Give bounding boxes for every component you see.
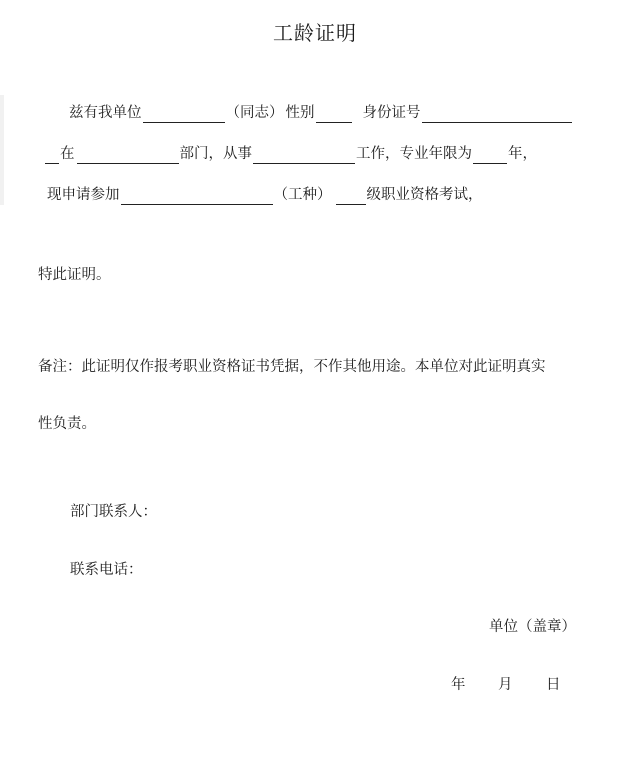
level-blank: [336, 189, 366, 205]
note-line-2: 性负责。: [38, 416, 96, 432]
scan-edge-mark: [0, 95, 4, 205]
at-text: 在: [60, 146, 75, 162]
date-month-label: 月: [498, 677, 513, 693]
date-year-label: 年: [451, 677, 466, 693]
work-text: 工作，专业年限为: [356, 146, 472, 162]
department-blank: [77, 148, 179, 164]
page-title: 工龄证明: [273, 21, 357, 45]
contact-phone-label: 联系电话：: [70, 562, 143, 578]
department-text: 部门，从事: [179, 146, 252, 162]
line-exam: [47, 185, 483, 205]
applying-text: 现申请参加: [47, 187, 120, 203]
id-number-blank: [422, 107, 572, 123]
contact-person-label: 部门联系人：: [70, 504, 157, 520]
comrade-text: （同志）: [225, 105, 284, 121]
hereby-certify: 特此证明。: [38, 267, 111, 283]
trade-text: （工种）: [273, 187, 332, 203]
name-blank: [143, 107, 225, 123]
gender-blank: [316, 107, 352, 123]
level-exam-text: 级职业资格考试，: [366, 187, 483, 203]
id-number-label: 身份证号: [362, 105, 421, 121]
trade-blank: [121, 189, 273, 205]
year-text: 年，: [508, 146, 537, 162]
line-employee-info: [69, 103, 573, 123]
note-line-1: 备注：此证明仅作报考职业资格证书凭据，不作其他用途。本单位对此证明真实: [38, 359, 546, 375]
intro-text: 兹有我单位: [69, 105, 142, 121]
gender-label: 性别: [285, 105, 315, 121]
prefix-blank: [45, 148, 59, 164]
work-blank: [253, 148, 355, 164]
years-blank: [473, 148, 507, 164]
unit-seal-label: 单位（盖章）: [489, 619, 576, 635]
line-department-work: [44, 144, 537, 164]
date-day-label: 日: [546, 677, 561, 693]
